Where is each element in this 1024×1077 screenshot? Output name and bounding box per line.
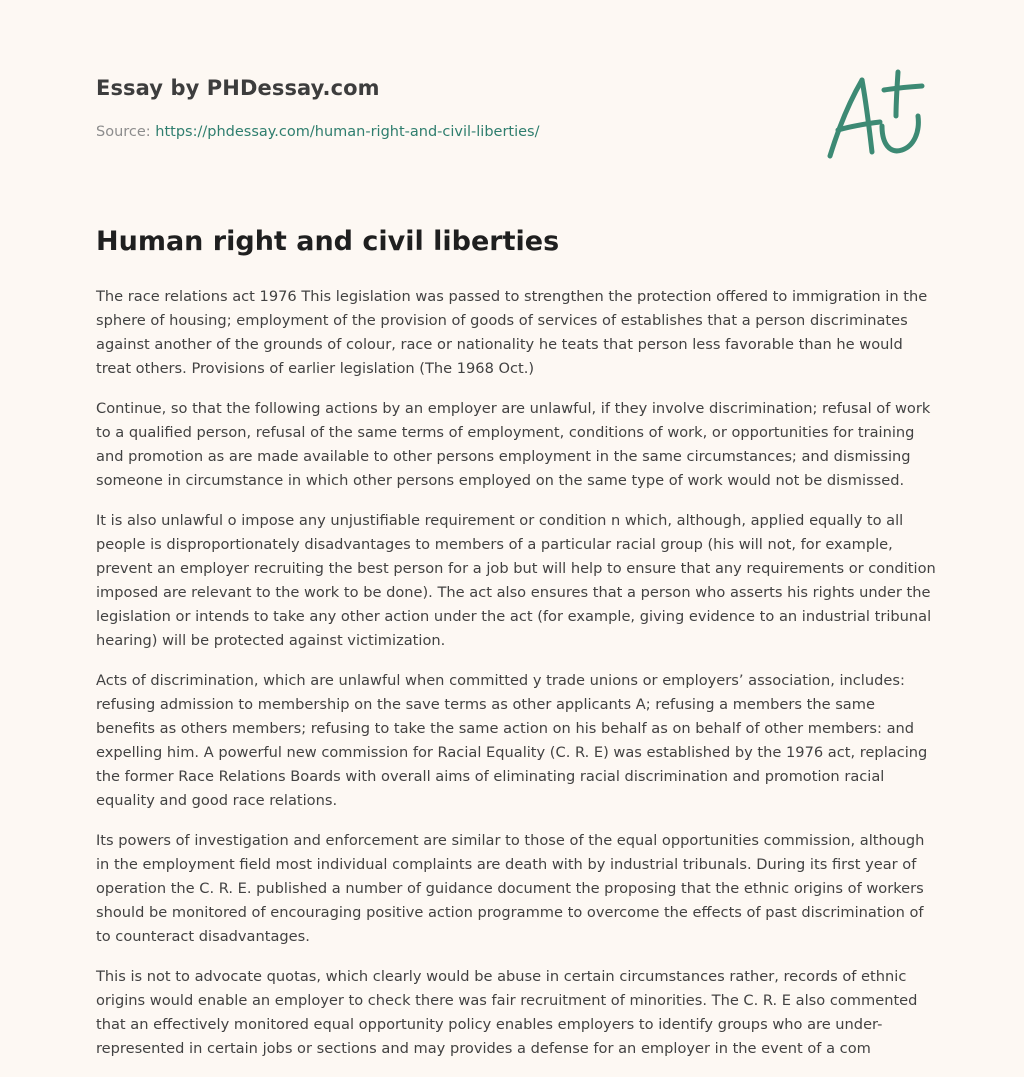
- essay-paragraph: This is not to advocate quotas, which clearly would be abuse in certain circumstances rather, records of ethnic origins would enable an employer to check there was fair recruitment of minorities. The C. R. E also commented that an effectively monitored equal opportunity policy enables employers to identify groups who are under-represented in certain jobs or sections and may provides a defense for an employer in the event of a com: [96, 968, 918, 1057]
- essay-paragraph: Continue, so that the following actions by an employer are unlawful, if they involve discrimination; refusal of work to a qualified person, refusal of the same terms of employment, conditions of work, or opportunities for training and promotion as are made available to other persons employment in the same circumstances; and dismissing someone in circumstance in which other persons employed on the same type of work would not be dismissed.: [96, 400, 931, 489]
- a-plus-logo-icon: [822, 68, 932, 168]
- source-link[interactable]: https://phdessay.com/human-right-and-civil-liberties/: [155, 124, 540, 140]
- essay-paragraph: It is also unlawful o impose any unjustifiable requirement or condition n which, although, applied equally to all people is disproportionately disadvantages to members of a particular racial group (his will not, for example, prevent an employer recruiting the best person for a job but will help to ensure that any requirements or condition imposed are relevant to the work to be done). The act also ensures that a person who asserts his rights under the legislation or intends to take any other action under the act (for example, giving evidence to an industrial tribunal hearing) will be protected against victimization.: [96, 512, 936, 649]
- essay-paragraph: The race relations act 1976 This legislation was passed to strengthen the protection offered to immigration in the sphere of housing; employment of the provision of goods of services of establishes that a person discriminates against another of the grounds of colour, race or nationality he teats that person less favorable than he would treat others. Provisions of earlier legislation (The 1968 Oct.): [96, 288, 928, 377]
- essay-paragraph: Acts of discrimination, which are unlawful when committed y trade unions or employers’ association, includes: refusing admission to membership on the save terms as other applicants A; refusing a members the same benefits as others members; refusing to take the same action on his behalf as on behalf of other members: and expelling him. A powerful new commission for Racial Equality (C. R. E) was established by the 1976 act, replacing the former Race Relations Boards with overall aims of eliminating racial discrimination and promotion racial equality and good race relations.: [96, 672, 928, 809]
- source-line: [96, 124, 539, 140]
- site-title: Essay by PHDessay.com: [96, 76, 380, 100]
- essay-body: [96, 285, 936, 1077]
- essay-title: Human right and civil liberties: [96, 226, 560, 257]
- source-label: Source:: [96, 124, 151, 140]
- essay-paragraph: Its powers of investigation and enforcement are similar to those of the equal opportunities commission, although in the employment field most individual complaints are death with by industrial tribunals. During its first year of operation the C. R. E. published a number of guidance document the proposing that the ethnic origins of workers should be monitored of encouraging positive action programme to overcome the effects of past discrimination of to counteract disadvantages.: [96, 832, 925, 945]
